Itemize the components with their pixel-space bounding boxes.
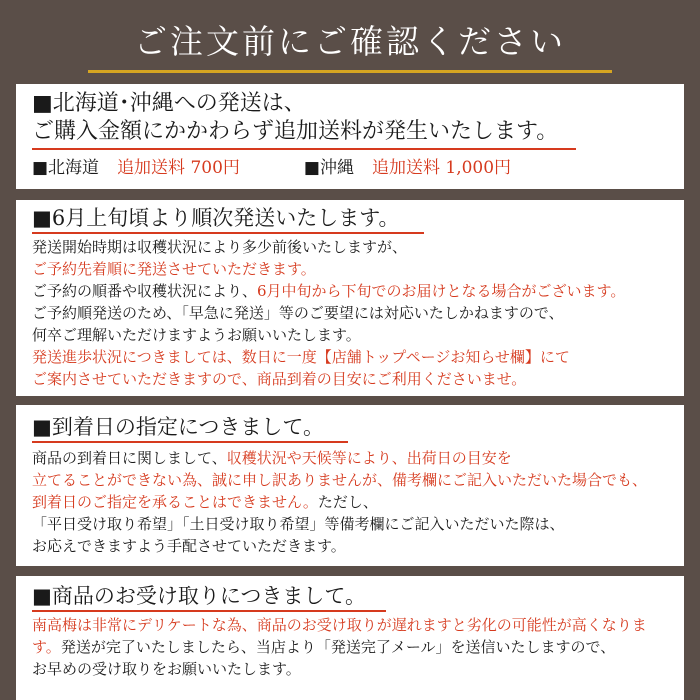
delivery-line3-text: ただし、 xyxy=(317,493,378,511)
schedule-heading-underline xyxy=(32,232,424,234)
schedule-line1: 発送開始時期は収穫状況により多少前後いたしますが、 xyxy=(32,238,408,256)
receipt-line3: お早めの受け取りをお願いいたします。 xyxy=(32,660,301,678)
delivery-date-card xyxy=(16,405,684,566)
delivery-date-heading: ■到着日の指定につきまして。 xyxy=(32,415,325,439)
schedule-line3-text: ご予約の順番や収穫状況により、 xyxy=(32,282,258,300)
okinawa-fee: 追加送料 1,000円 xyxy=(371,158,512,178)
schedule-line7: ご案内させていただきますので、商品到着の目安にご利用くださいませ。 xyxy=(32,370,527,388)
receipt-heading-underline xyxy=(32,610,386,612)
hokkaido-label: ■北海道 xyxy=(32,158,100,178)
schedule-line3 xyxy=(32,280,625,302)
okinawa-label: ■沖縄 xyxy=(303,158,354,178)
shipping-heading-line1: ■北海道･沖縄への発送は、 xyxy=(32,91,306,116)
schedule-line6: 発送進歩状況につきましては、数日に一度【店舗トップページお知らせ欄】にて xyxy=(32,348,570,366)
receipt-line2-text: 発送が完了いたしましたら、当店より「発送完了メール」を送信いたしますので、 xyxy=(60,638,616,656)
receipt-heading: ■商品のお受け取りにつきまして。 xyxy=(32,584,366,608)
delivery-line4: 「平日受け取り希望」「土日受け取り希望」等備考欄にご記入いただいた際は、 xyxy=(32,515,565,533)
delivery-line3 xyxy=(32,491,378,513)
receipt-card xyxy=(16,576,684,700)
delivery-line1-text: 商品の到着日に関しまして、 xyxy=(32,449,227,467)
receipt-line2 xyxy=(32,636,615,658)
delivery-line3-highlight: 到着日のご指定を承ることはできません。 xyxy=(32,493,318,511)
shipping-heading-underline xyxy=(32,148,576,150)
delivery-line5: お応えできますよう手配させていただきます。 xyxy=(32,537,346,555)
schedule-heading: ■6月上旬頃より順次発送いたします。 xyxy=(32,206,400,230)
delivery-line2: 立てることができない為、誠に申し訳ありませんが、備考欄にご記入いただいた場合でも、 xyxy=(32,471,648,489)
schedule-line2: ご予約先着順に発送させていただきます。 xyxy=(32,260,316,278)
delivery-line1-highlight: 収穫状況や天候等により、出荷日の目安を xyxy=(226,449,512,467)
receipt-line2-highlight: す。 xyxy=(32,638,61,656)
delivery-date-heading-underline xyxy=(32,441,348,443)
hokkaido-fee: 追加送料 700円 xyxy=(117,158,240,178)
receipt-line1: 南高梅は非常にデリケートな為、商品のお受け取りが遅れますと劣化の可能性が高くなりま xyxy=(32,616,647,634)
shipping-schedule-card xyxy=(16,200,684,396)
schedule-line4: ご予約順発送のため、「早急に発送」等のご要望には対応いたしかねますので、 xyxy=(32,304,564,322)
title-underline xyxy=(88,70,612,73)
schedule-line5: 何卒ご理解いただけますようお願いいたします。 xyxy=(32,326,361,344)
page-title: ご注文前にご確認ください xyxy=(134,22,566,61)
schedule-line3-highlight: 6月中旬から下旬でのお届けとなる場合がございます。 xyxy=(257,282,626,300)
shipping-notice-card xyxy=(16,84,684,189)
shipping-heading-line2: ご購入金額にかかわらず追加送料が発生いたします。 xyxy=(32,119,559,144)
page-header xyxy=(0,0,700,78)
shipping-fee-row xyxy=(32,156,672,180)
delivery-line1 xyxy=(32,447,512,469)
